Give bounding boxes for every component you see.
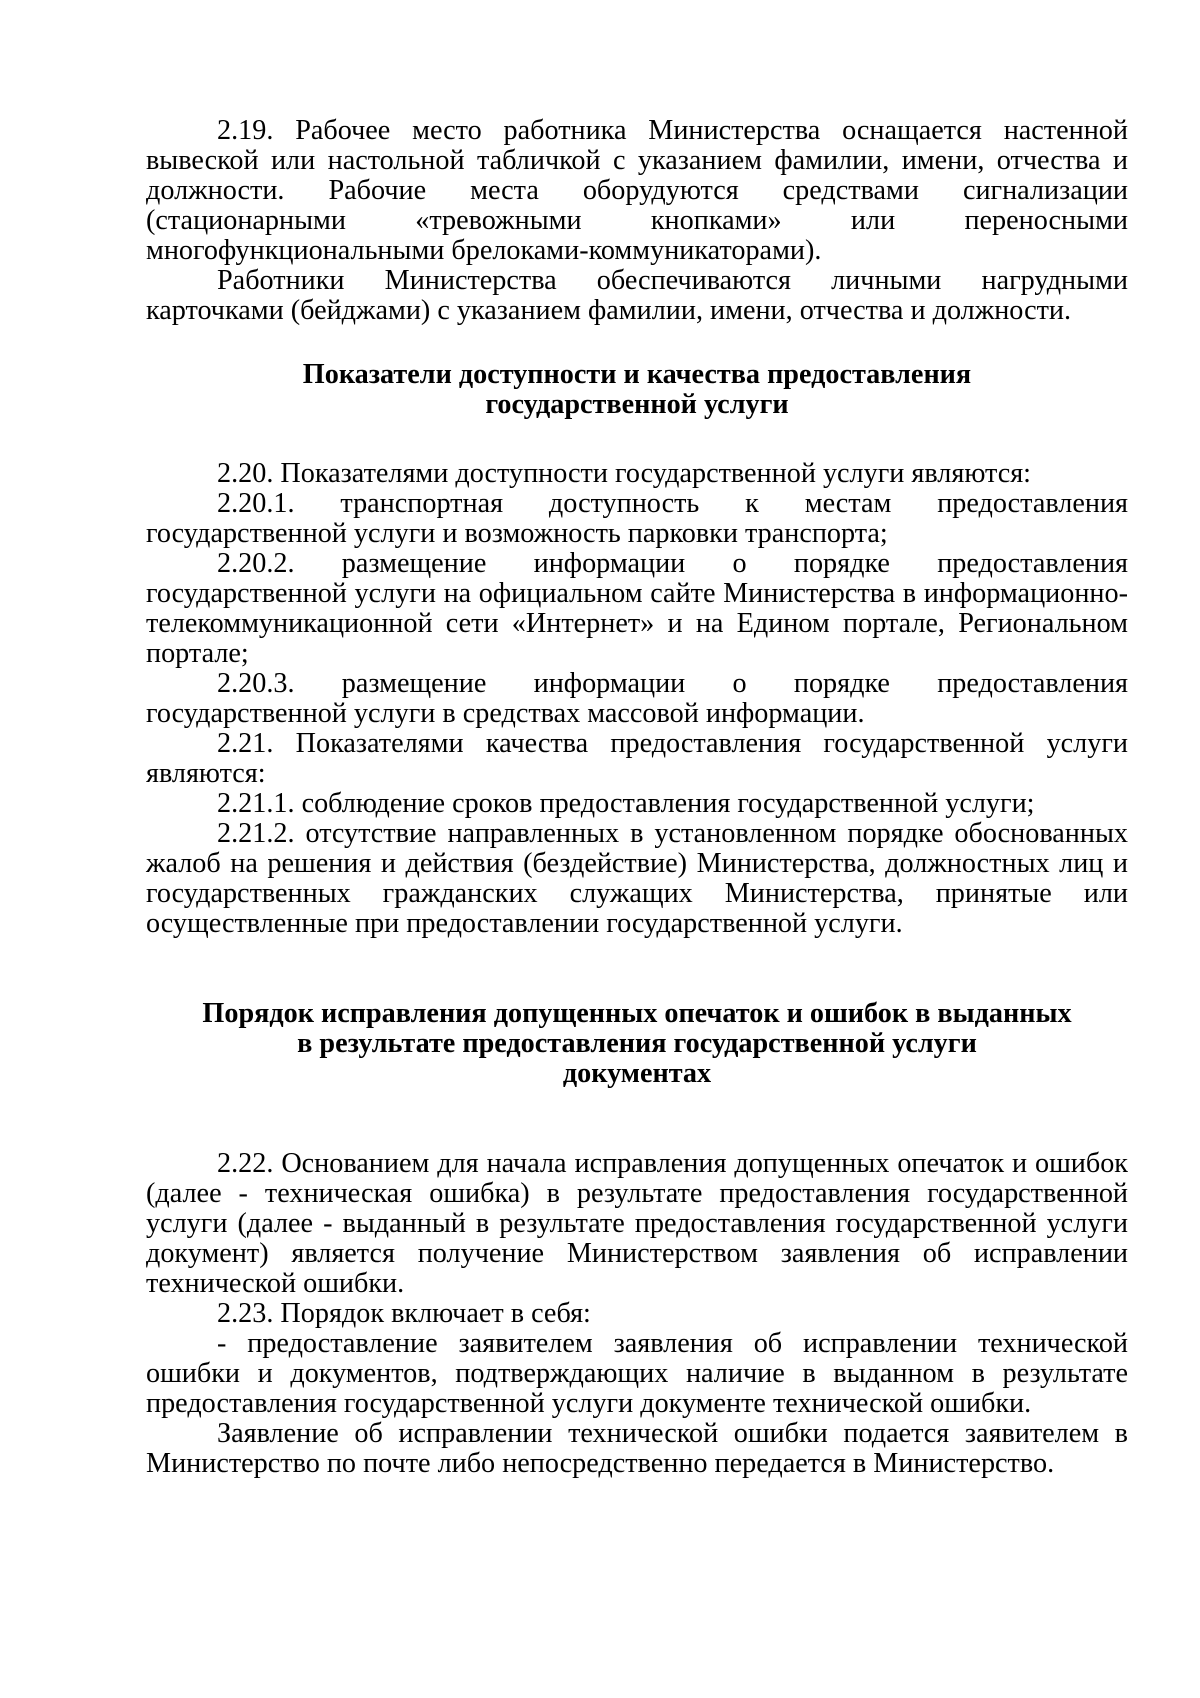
paragraph-2-22: 2.22. Основанием для начала исправления допущенных опечаток и ошибок (далее - техническая ошибка) в результате предоставления государственной услуги (далее - выданный в результате предоставления государственной услуги документ) является получение Министерством заявления об исправлении технической ошибки.	[146, 1148, 1128, 1299]
section-heading-accessibility-quality	[146, 360, 1128, 420]
section-heading-error-correction	[146, 999, 1128, 1089]
paragraph-submission: Заявление об исправлении технической ошибки подается заявителем в Министерство по почте либо непосредственно передается в Министерство.	[146, 1418, 1128, 1479]
paragraph-2-21-1: 2.21.1. соблюдение сроков предоставления государственной услуги;	[217, 788, 1035, 819]
heading-line: Порядок исправления допущенных опечаток и ошибок в выданных	[202, 998, 1072, 1029]
spacer	[146, 939, 1128, 999]
paragraph-2-23-item: - предоставление заявителем заявления об исправлении технической ошибки и документов, подтверждающих наличие в выданном в результате предоставления государственной услуги документе технической ошибки.	[146, 1328, 1128, 1419]
paragraph-badges: Работники Министерства обеспечиваются личными нагрудными карточками (бейджами) с указанием фамилии, имени, отчества и должности.	[146, 265, 1128, 326]
paragraph-2-20: 2.20. Показателями доступности государственной услуги являются:	[217, 458, 1031, 489]
heading-line: документах	[562, 1058, 712, 1089]
paragraph-2-20-3: 2.20.3. размещение информации о порядке предоставления государственной услуги в средствах массовой информации.	[146, 668, 1128, 729]
spacer	[146, 420, 1128, 459]
spacer	[146, 1089, 1128, 1149]
document-body	[146, 116, 1128, 1479]
heading-line: в результате предоставления государственной услуги	[297, 1028, 977, 1059]
paragraph-2-20-1: 2.20.1. транспортная доступность к местам предоставления государственной услуги и возможность парковки транспорта;	[146, 488, 1128, 549]
spacer	[146, 326, 1128, 360]
paragraph-2-19: 2.19. Рабочее место работника Министерства оснащается настенной вывеской или настольной табличкой с указанием фамилии, имени, отчества и должности. Рабочие места оборудуются средствами сигнализации (стационарными «тревожными кнопками» или переносными многофункциональными брелоками-коммуникаторами).	[146, 115, 1128, 266]
paragraph-2-23: 2.23. Порядок включает в себя:	[217, 1298, 591, 1329]
paragraph-2-20-2: 2.20.2. размещение информации о порядке предоставления государственной услуги на официальном сайте Министерства в информационно-телекоммуникационной сети «Интернет» и на Едином портале, Региональном портале;	[146, 548, 1128, 669]
heading-line: государственной услуги	[485, 389, 789, 420]
paragraph-2-21: 2.21. Показателями качества предоставления государственной услуги являются:	[146, 728, 1128, 789]
paragraph-2-21-2: 2.21.2. отсутствие направленных в установленном порядке обоснованных жалоб на решения и действия (бездействие) Министерства, должностных лиц и государственных гражданских служащих Министерства, принятые или осуществленные при предоставлении государственной услуги.	[146, 818, 1128, 939]
heading-line: Показатели доступности и качества предоставления	[302, 359, 972, 390]
